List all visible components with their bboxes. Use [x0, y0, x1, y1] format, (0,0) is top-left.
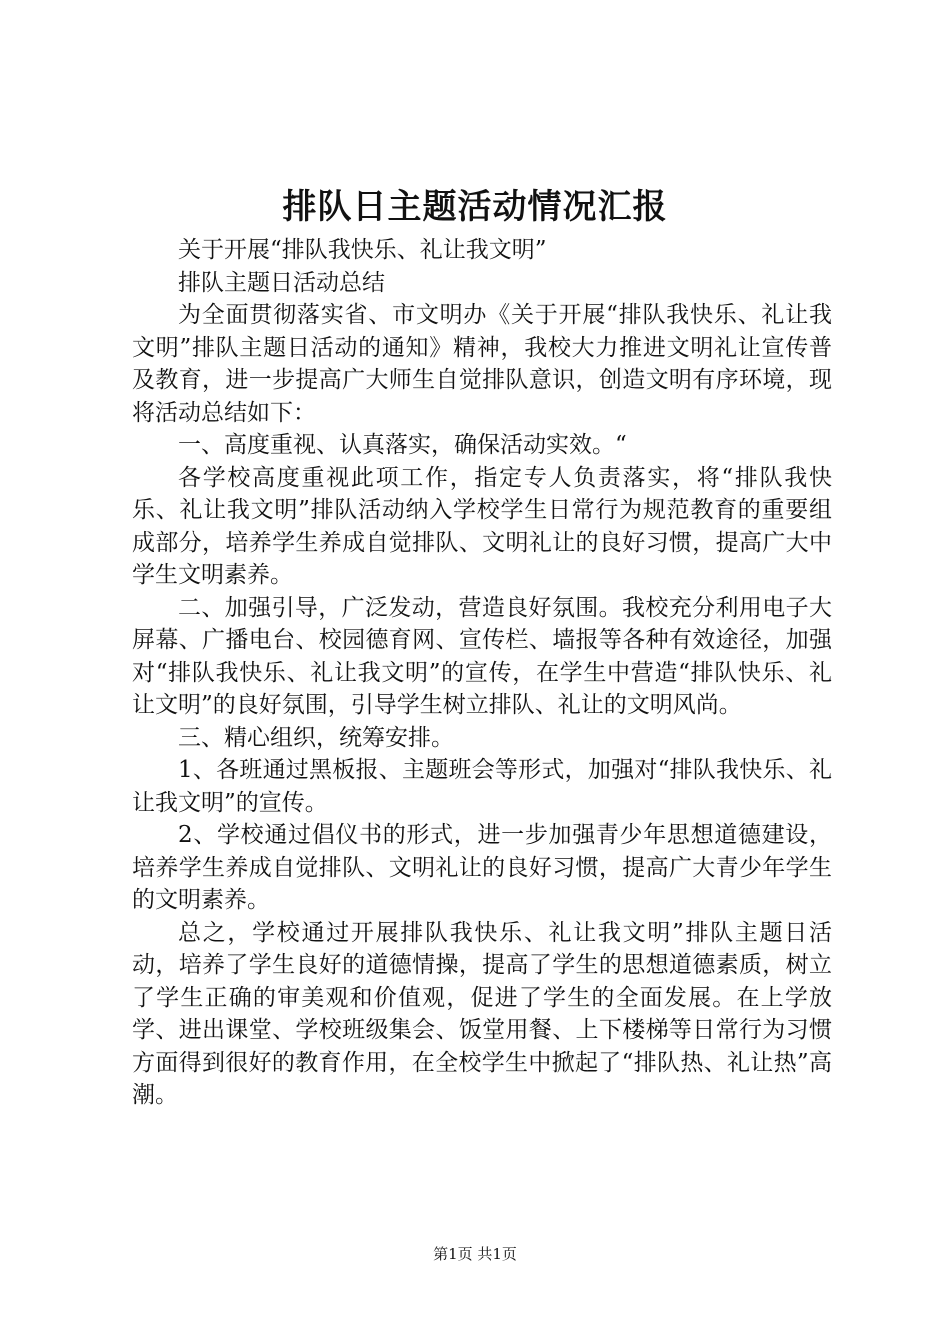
list-item-2: 2、学校通过倡仪书的形式，进一步加强青少年思想道德建设，培养学生养成自觉排队、文明礼让的良好习惯，提高广大青少年学生的文明素养。 — [132, 822, 832, 913]
paragraph-heading-line-2: 排队主题日活动总结 — [178, 269, 385, 296]
paragraph-section-2: 二、加强引导，广泛发动，营造良好氛围。我校充分利用电子大屏幕、广播电台、校园德育网、宣传栏、墙报等各种有效途径，加强对“排队我快乐、礼让我文明”的宣传，在学生中营造“排队快乐、礼让文明”的良好氛围，引导学生树立排队、礼让的文明风尚。 — [132, 594, 832, 718]
list-item-1: 1、各班通过黑板报、主题班会等形式，加强对“排队我快乐、礼让我文明”的宣传。 — [132, 757, 832, 816]
document-body — [132, 234, 832, 1112]
paragraph-section-1: 各学校高度重视此项工作，指定专人负责落实，将“排队我快乐、礼让我文明”排队活动纳入学校学生日常行为规范教育的重要组成部分，培养学生养成自觉排队、文明礼让的良好习惯，提高广大中学生文明素养。 — [132, 464, 832, 588]
paragraph-heading-line-1: 关于开展“排队我快乐、礼让我文明” — [178, 237, 547, 263]
paragraph-intro: 为全面贯彻落实省、市文明办《关于开展“排队我快乐、礼让我文明”排队主题日活动的通知》精神，我校大力推进文明礼让宣传普及教育，进一步提高广大师生自觉排队意识，创造文明有序环境，现将活动总结如下： — [132, 302, 832, 426]
page-footer: 第1页 共1页 — [433, 1245, 517, 1263]
document-title: 排队日主题活动情况汇报 — [282, 187, 668, 227]
section-heading-1: 一、高度重视、认真落实，确保活动实效。“ — [178, 432, 627, 458]
section-heading-3: 三、精心组织，统筹安排。 — [178, 724, 454, 751]
paragraph-conclusion: 总之，学校通过开展排队我快乐、礼让我文明”排队主题日活动，培养了学生良好的道德情操，提高了学生的思想道德素质，树立了学生正确的审美观和价值观，促进了学生的全面发展。在上学放学、进出课堂、学校班级集会、饭堂用餐、上下楼梯等日常行为习惯方面得到很好的教育作用，在全校学生中掀起了“排队热、礼让热”高潮。 — [132, 919, 832, 1108]
